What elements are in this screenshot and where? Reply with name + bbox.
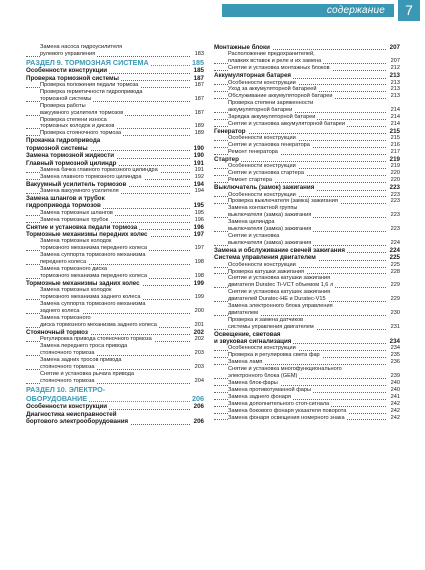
toc-entry-page: 187 <box>193 74 204 82</box>
toc-entry-title: Замена противотуманной фары <box>228 386 312 393</box>
toc-entry-title: тормозного механизма переднего колеса <box>40 273 147 279</box>
toc-entry-title: Снятие и установка многофункционального <box>228 366 342 373</box>
toc-entry-page: 214 <box>390 114 400 121</box>
toc-entry-title: Вакуумный усилитель тормозов <box>26 180 127 188</box>
toc-entry-title: Замена тормозных колодок <box>40 238 112 245</box>
toc-entry-title: Замена тормозных шлангов <box>40 209 113 216</box>
toc-entry-page: 215 <box>390 135 400 142</box>
toc-entry-title: Главный тормозной цилиндр <box>26 159 117 167</box>
toc-entry-title: Зарядка аккумуляторной батареи <box>228 114 316 121</box>
toc-entry-title: Особенности конструкции <box>26 403 108 411</box>
toc-entry-title: системы управления двигателем <box>228 323 314 330</box>
toc-entry-title: бортового электрооборудования <box>26 418 129 426</box>
toc-entry <box>26 294 204 301</box>
toc-entry-page: 223 <box>389 184 400 192</box>
toc-entry-title: Замена главного тормозного цилиндра <box>40 173 142 180</box>
toc-entry-title: Снятие и установка аккумуляторной батареи <box>228 120 346 127</box>
toc-entry-title: переднего колеса <box>40 259 87 266</box>
header-title: содержание <box>326 5 385 16</box>
toc-entry-page: 183 <box>194 50 204 57</box>
toc-entry <box>214 163 400 170</box>
toc-entry-page: 219 <box>390 163 400 170</box>
toc-entry <box>26 386 204 394</box>
toc-entry-title: Замена переднего троса привода <box>40 343 128 350</box>
toc-entry-page: 242 <box>390 414 400 421</box>
toc-entry-title: Снятие и установка катушки зажигания <box>228 275 331 282</box>
toc-entry-page: 231 <box>390 323 400 330</box>
toc-entry-page: 228 <box>390 268 400 275</box>
toc-entry-page: 239 <box>390 373 400 380</box>
toc-entry-page: 214 <box>390 107 400 114</box>
toc-entry-page: 224 <box>389 246 400 254</box>
toc-entry-page: 213 <box>390 93 400 100</box>
toc-entry <box>214 233 400 240</box>
toc-entry-page: 207 <box>390 58 400 65</box>
toc-entry-title: Выключатель (замок) зажигания <box>214 184 315 192</box>
toc-entry-title: Замена бокового фонаря указателя поворота <box>228 407 347 414</box>
toc-entry <box>26 44 204 51</box>
toc-entry-title: Генератор <box>214 127 246 135</box>
toc-entry-title: Проверка и регулировка света фар <box>228 352 320 359</box>
toc-entry <box>214 254 400 261</box>
toc-entry <box>26 411 204 418</box>
toc-entry-page: 190 <box>193 152 204 160</box>
toc-entry-title: выключателя (замка) зажигания <box>228 239 312 246</box>
toc-entry-page: 187 <box>194 109 204 116</box>
toc-entry <box>26 96 204 103</box>
toc-entry-page: 198 <box>194 273 204 279</box>
toc-entry-page: 197 <box>193 231 204 239</box>
toc-entry <box>26 145 204 152</box>
toc-entry-page: 225 <box>390 261 400 268</box>
toc-entry-title: Особенности конструкции <box>228 163 296 170</box>
toc-entry-title: Особенности конструкции <box>228 79 296 86</box>
toc-entry-page: 197 <box>194 245 204 252</box>
toc-entry-title: аккумуляторной батареи <box>228 107 293 114</box>
page-header <box>0 0 425 21</box>
toc-entry <box>26 110 204 117</box>
toc-entry-title: выключателя (замка) зажигания <box>228 226 312 233</box>
toc-entry-page: 206 <box>193 418 204 426</box>
toc-left-column <box>26 44 204 426</box>
toc-entry-page: 213 <box>389 72 400 80</box>
toc-entry-page: 195 <box>194 209 204 216</box>
toc-entry <box>26 82 204 89</box>
toc-entry <box>26 245 204 252</box>
toc-entry <box>26 301 204 308</box>
toc-entry <box>214 100 400 107</box>
toc-entry-page: 187 <box>194 95 204 102</box>
toc-entry <box>26 403 204 410</box>
toc-entry <box>214 289 400 296</box>
toc-entry-title: тормозных колодок и дисков <box>40 123 115 130</box>
toc-entry-title: и звуковая сигнализация <box>214 338 292 346</box>
toc-entry <box>26 195 204 202</box>
toc-entry-page: 195 <box>193 202 204 210</box>
toc-entry <box>214 352 400 359</box>
toc-entry-title: Особенности конструкции <box>228 345 296 352</box>
toc-entry-page: 189 <box>194 130 204 137</box>
toc-entry-title: Замена электронного блока управления <box>228 303 333 310</box>
toc-entry-title: Замена тормозных колодок <box>40 287 112 294</box>
toc-entry <box>26 395 204 403</box>
toc-entry <box>26 202 204 209</box>
toc-entry-title: Стартер <box>214 156 239 163</box>
toc-entry <box>214 380 400 387</box>
toc-entry <box>26 357 204 364</box>
toc-entry <box>26 224 204 231</box>
toc-entry-page: 207 <box>389 44 400 51</box>
toc-entry <box>26 252 204 259</box>
toc-entry-title: Система управления двигателем <box>214 254 316 262</box>
toc-entry <box>26 231 204 238</box>
toc-entry <box>26 308 204 315</box>
toc-entry-page: 223 <box>390 212 400 219</box>
toc-entry-page: 215 <box>389 127 400 135</box>
toc-entry-page: 223 <box>390 191 400 198</box>
toc-entry-page: 189 <box>194 123 204 130</box>
toc-entry <box>26 181 204 188</box>
toc-entry-page: 240 <box>390 386 400 393</box>
toc-entry-title: Проверка степени заряженности <box>228 100 314 107</box>
toc-entry-title: Замена шлангов и трубок <box>26 195 105 203</box>
toc-entry <box>214 170 400 177</box>
toc-entry <box>26 259 204 266</box>
toc-entry-title: рулевого управления <box>40 50 96 57</box>
toc-entry-title: Регулировка привода стояночного тормоза <box>40 336 152 343</box>
toc-entry-page: 234 <box>389 338 400 346</box>
toc-entry-title: Проверка положения педали тормоза <box>40 82 139 89</box>
toc-entry <box>26 238 204 245</box>
toc-entry <box>214 205 400 212</box>
toc-entry <box>214 80 400 87</box>
toc-entry-title: Снятие и установка катушек зажигания <box>228 289 331 296</box>
toc-entry-title: двигателей Duratec-HE и Duratec-V15 <box>228 296 326 303</box>
toc-entry-title: Замена задних тросов привода <box>40 356 122 363</box>
toc-entry-page: 236 <box>390 359 400 366</box>
toc-entry-page: 212 <box>390 65 400 72</box>
toc-entry-title: Замена тормозных трубок <box>40 216 109 223</box>
toc-entry-title: Замена суппорта тормозного механизма <box>40 301 146 308</box>
toc-entry <box>214 275 400 282</box>
toc-entry-title: Монтажные блоки <box>214 44 270 51</box>
toc-entry <box>214 366 400 373</box>
toc-entry-title: Замена и обслуживание свечей зажигания <box>214 246 345 254</box>
toc-entry-page: 204 <box>194 377 204 384</box>
toc-entry-title: тормозной системы <box>40 95 92 102</box>
toc-entry-title: заднего колеса <box>40 308 80 315</box>
toc-entry-title: Проверка стояночного тормоза <box>40 130 122 137</box>
toc-entry-page: 242 <box>390 400 400 407</box>
toc-entry <box>214 114 400 121</box>
toc-entry-title: РАЗДЕЛ 10. ЭЛЕКТРО- <box>26 385 106 394</box>
toc-entry-title: Замена бачка главного тормозного цилиндра <box>40 166 158 173</box>
toc-entry <box>26 343 204 350</box>
toc-entry <box>214 331 400 338</box>
toc-entry <box>26 130 204 137</box>
toc-entry <box>26 51 204 58</box>
toc-entry <box>214 338 400 345</box>
toc-entry-title: гидропривода тормозов <box>26 202 101 210</box>
toc-entry-title: Замена цилиндра <box>228 219 275 226</box>
toc-entry-title: Тормозные механизмы задних колес <box>26 279 140 287</box>
toc-entry-page: 185 <box>193 67 204 75</box>
toc-entry <box>214 262 400 269</box>
toc-entry-title: Снятие и установка генератора <box>228 142 310 149</box>
toc-entry-page: 213 <box>390 79 400 86</box>
toc-entry <box>26 75 204 82</box>
toc-entry-title: Снятие и установка стартера <box>228 170 304 177</box>
toc-entry-title: Проверка тормозной системы <box>26 74 119 82</box>
toc-entry <box>214 198 400 205</box>
toc-entry <box>214 269 400 276</box>
toc-entry-page: 235 <box>390 352 400 359</box>
toc-entry-title: Снятие и установка монтажных блоков <box>228 65 330 72</box>
toc-entry <box>214 408 400 415</box>
toc-entry <box>26 59 204 67</box>
toc-entry-page: 220 <box>390 170 400 177</box>
toc-entry <box>214 212 400 219</box>
toc-entry-title: Стояночный тормоз <box>26 328 88 336</box>
toc-entry <box>26 123 204 130</box>
toc-entry-page: 199 <box>193 279 204 287</box>
toc-entry <box>214 121 400 128</box>
toc-entry <box>26 103 204 110</box>
toc-entry-title: электронного блока (GEM) <box>228 373 298 380</box>
toc-entry-page: 202 <box>194 336 204 343</box>
toc-entry-title: Замена контактной группы <box>228 205 298 212</box>
toc-entry <box>214 142 400 149</box>
toc-entry <box>26 287 204 294</box>
toc-entry-page: 206 <box>193 403 204 411</box>
toc-entry-page: 198 <box>194 259 204 266</box>
toc-entry-page: 202 <box>193 328 204 336</box>
toc-entry-page: 194 <box>194 188 204 195</box>
toc-entry <box>26 217 204 224</box>
toc-entry-title: тормозного механизма переднего колеса <box>40 245 147 252</box>
toc-entry <box>214 72 400 79</box>
toc-entry-title: стояночного тормоза <box>40 349 95 356</box>
toc-entry <box>214 65 400 72</box>
toc-entry-page: 230 <box>390 309 400 316</box>
toc-entry-title: Замена тормозного диска <box>40 266 108 273</box>
toc-entry-title: Ремонт генератора <box>228 149 278 156</box>
toc-entry-title: Замена дополнительного стоп-сигнала <box>228 400 330 407</box>
toc-entry-page: 219 <box>389 156 400 163</box>
toc-entry <box>26 280 204 287</box>
toc-entry <box>26 188 204 195</box>
toc-entry <box>26 315 204 322</box>
toc-entry-page: 213 <box>390 86 400 93</box>
toc-entry-title: Снятие и установка рычага привода <box>40 370 135 377</box>
toc-entry-title: Расположение предохранителей, <box>228 51 315 58</box>
toc-entry-page: 192 <box>194 173 204 180</box>
toc-entry <box>26 336 204 343</box>
toc-entry-title: Прокачка гидропривода <box>26 137 101 145</box>
toc-entry-page: 203 <box>194 363 204 370</box>
toc-entry <box>26 167 204 174</box>
toc-entry <box>214 51 400 58</box>
toc-entry-title: Проверка и замена датчиков <box>228 316 304 323</box>
toc-entry <box>214 192 400 199</box>
toc-entry-title: Снятие и установка педали тормоза <box>26 223 138 231</box>
toc-entry-title: Замена заднего фонаря <box>228 393 291 400</box>
toc-entry <box>26 117 204 124</box>
toc-entry-page: 242 <box>390 407 400 414</box>
toc-entry <box>26 378 204 385</box>
toc-entry-page: 229 <box>390 282 400 289</box>
toc-entry <box>214 226 400 233</box>
toc-entry <box>26 152 204 159</box>
toc-entry <box>214 387 400 394</box>
toc-entry <box>26 89 204 96</box>
toc-entry-page: 199 <box>194 294 204 301</box>
toc-entry <box>214 310 400 317</box>
toc-entry-page: 191 <box>194 166 204 173</box>
toc-entry-title: ОБОРУДОВАНИЕ <box>26 394 88 403</box>
toc-entry <box>214 415 400 422</box>
toc-entry-page: 229 <box>390 296 400 303</box>
toc-entry-title: Проверка степени износа <box>40 116 107 123</box>
toc-entry-title: Ремонт стартера <box>228 177 272 184</box>
toc-entry <box>214 219 400 226</box>
toc-entry-title: Особенности конструкции <box>228 191 296 198</box>
toc-entry-title: Особенности конструкции <box>228 135 296 142</box>
toc-entry-title: Уход за аккумуляторной батареей <box>228 86 317 93</box>
toc-entry <box>26 266 204 273</box>
toc-entry <box>214 240 400 247</box>
toc-entry-title: Проверка выключателя (замка) зажигания <box>228 198 338 205</box>
toc-entry-page: 200 <box>194 308 204 315</box>
toc-entry-title: Диагностика неисправностей <box>26 410 117 418</box>
toc-entry-page: 240 <box>390 380 400 386</box>
toc-entry <box>214 296 400 303</box>
toc-entry-title: Замена вакуумного усилителя <box>40 188 119 195</box>
toc-entry-title: двигателя Duratec Ti-VCT объемом 1,6 л <box>228 282 334 289</box>
toc-entry-page: 216 <box>390 142 400 149</box>
toc-entry-title: вакуумного усилителя тормозов <box>40 109 124 116</box>
toc-entry <box>26 160 204 167</box>
toc-entry <box>26 273 204 280</box>
toc-entry-title: двигателем <box>228 309 258 316</box>
toc-entry <box>26 364 204 371</box>
toc-entry-title: Снятие и установка <box>228 232 280 239</box>
toc-entry-page: 225 <box>389 254 400 262</box>
toc-entry-title: выключателя (замка) зажигания <box>228 212 312 219</box>
toc-entry-page: 185 <box>192 58 204 67</box>
toc-entry-page: 201 <box>194 321 204 328</box>
toc-entry <box>214 44 400 51</box>
toc-entry-title: Аккумуляторная батарея <box>214 72 291 80</box>
page-number: 7 <box>398 0 420 21</box>
toc-entry <box>214 86 400 93</box>
toc-entry-title: тормозного механизма заднего колеса <box>40 294 141 301</box>
toc-entry <box>214 58 400 65</box>
toc-entry <box>26 210 204 217</box>
toc-entry-title: Замена блок-фары <box>228 380 278 386</box>
toc-entry-page: 241 <box>390 393 400 400</box>
toc-entry-page: 187 <box>194 82 204 89</box>
toc-entry-page: 206 <box>192 394 204 403</box>
toc-entry-title: Замена фонаря освещения номерного знака <box>228 414 345 421</box>
toc-entry <box>214 156 400 163</box>
toc-entry <box>214 324 400 331</box>
toc-entry <box>214 149 400 156</box>
toc-entry-page: 196 <box>193 223 204 231</box>
toc-entry-title: тормозной системы <box>26 144 88 152</box>
toc-entry <box>26 329 204 336</box>
toc-entry <box>214 128 400 135</box>
toc-entry-page: 196 <box>194 216 204 223</box>
toc-entry <box>214 345 400 352</box>
toc-entry <box>26 322 204 329</box>
toc-entry-title: Замена тормозного <box>40 314 91 321</box>
toc-entry-title: Освещение, световая <box>214 330 281 338</box>
toc-entry-title: Особенности конструкции <box>228 261 296 268</box>
toc-entry-page: 234 <box>390 345 400 352</box>
toc-entry <box>214 107 400 114</box>
toc-entry-title: Проверка герметичности гидропривода <box>40 88 143 95</box>
toc-right-column <box>214 44 400 421</box>
toc-entry-page: 194 <box>193 180 204 188</box>
toc-entry-page: 224 <box>390 239 400 246</box>
toc-entry <box>214 247 400 254</box>
toc-entry-title: стояночного тормоза <box>40 363 95 370</box>
toc-entry-title: Проверка работы <box>40 102 86 109</box>
toc-entry-page: 220 <box>390 177 400 184</box>
toc-entry <box>26 418 204 425</box>
toc-entry <box>26 371 204 378</box>
toc-entry-title: Замена ламп <box>228 359 263 366</box>
toc-entry-title: диска тормозного механизма заднего колеса <box>40 321 157 328</box>
toc-entry <box>26 137 204 144</box>
toc-entry <box>214 135 400 142</box>
toc-entry-title: Тормозные механизмы передних колес <box>26 231 148 239</box>
toc-entry-page: 203 <box>194 349 204 356</box>
toc-entry <box>214 401 400 408</box>
toc-entry <box>26 174 204 181</box>
toc-entry-title: Обслуживание аккумуляторной батареи <box>228 93 333 100</box>
toc-entry <box>214 303 400 310</box>
toc-entry-title: РАЗДЕЛ 9. ТОРМОЗНАЯ СИСТЕМА <box>26 58 149 67</box>
toc-entry-page: 217 <box>390 149 400 156</box>
toc-entry <box>214 317 400 324</box>
toc-entry <box>214 93 400 100</box>
toc-entry-title: Замена суппорта тормозного механизма <box>40 252 146 259</box>
toc-entry-title: стояночного тормоза <box>40 377 95 384</box>
toc-entry <box>26 67 204 74</box>
toc-entry-title: Особенности конструкции <box>26 67 108 75</box>
toc-entry-title: Проверка катушки зажигания <box>228 268 305 275</box>
toc-entry-page: 190 <box>193 144 204 152</box>
toc-entry-page: 223 <box>390 226 400 233</box>
toc-entry-page: 191 <box>193 159 204 167</box>
toc-entry <box>214 359 400 366</box>
toc-entry-page: 214 <box>390 120 400 127</box>
toc-entry-title: Замена тормозной жидкости <box>26 152 115 160</box>
toc-entry <box>214 373 400 380</box>
toc-entry-title: плавких вставок и реле и их замена <box>228 58 322 65</box>
toc-entry-title: Замена насоса гидроусилителя <box>40 44 123 50</box>
toc-entry <box>26 350 204 357</box>
toc-entry <box>214 177 400 184</box>
toc-entry <box>214 184 400 191</box>
toc-entry <box>214 394 400 401</box>
toc-entry <box>214 282 400 289</box>
toc-entry-page: 223 <box>390 198 400 205</box>
